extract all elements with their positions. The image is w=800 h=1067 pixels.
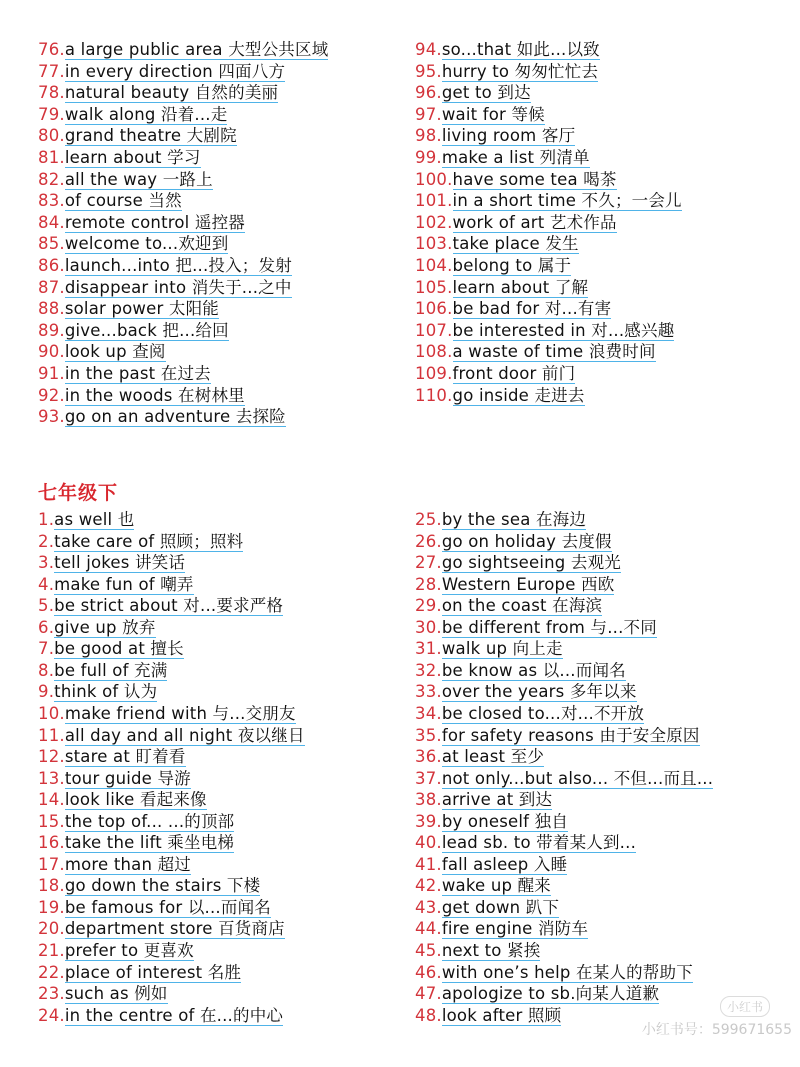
phrase-number: 23. <box>38 984 65 1004</box>
phrase-number: 79. <box>38 104 65 124</box>
phrase-text: in the woods 在树林里 <box>64 385 245 405</box>
phrase-text: go down the stairs 下楼 <box>64 876 261 896</box>
phrase-item <box>38 532 243 552</box>
phrase-item <box>415 553 621 573</box>
phrase-text: learn about 学习 <box>64 148 201 167</box>
section-title: 七年级下 <box>38 482 119 504</box>
phrase-item <box>38 596 283 616</box>
phrase-item <box>415 321 674 341</box>
phrase-item <box>415 191 682 211</box>
phrase-number: 90. <box>38 342 65 362</box>
phrase-number: 95. <box>415 61 442 81</box>
phrase-item <box>38 769 191 789</box>
phrase-item <box>415 1006 561 1026</box>
phrase-text: launch...into 把...投入；发射 <box>64 256 292 275</box>
phrase-item <box>415 790 552 810</box>
phrase-number: 93. <box>38 407 65 427</box>
phrase-text: be famous for 以...而闻名 <box>64 897 271 917</box>
phrase-number: 13. <box>38 768 65 788</box>
phrase-text: as well 也 <box>54 510 135 529</box>
phrase-text: be closed to...对...不开放 <box>441 703 645 723</box>
phrase-item <box>415 532 612 552</box>
phrase-text: by oneself 独自 <box>441 811 569 831</box>
phrase-number: 100. <box>415 169 453 189</box>
phrase-item <box>415 704 644 724</box>
phrase-number: 30. <box>415 617 442 637</box>
phrase-text: at least 至少 <box>441 747 545 767</box>
phrase-number: 34. <box>415 703 442 723</box>
phrase-text: walk along 沿着...走 <box>64 104 228 124</box>
phrase-number: 4. <box>38 574 55 594</box>
phrase-number: 101. <box>415 191 453 211</box>
phrase-text: work of art 艺术作品 <box>452 212 617 232</box>
phrase-number: 2. <box>38 531 55 551</box>
phrase-number: 84. <box>38 212 65 232</box>
phrase-text: place of interest 名胜 <box>64 962 242 982</box>
phrase-number: 89. <box>38 320 65 340</box>
phrase-text: more than 超过 <box>64 854 191 874</box>
phrase-text: be different from 与...不同 <box>441 617 657 637</box>
phrase-text: look like 看起来像 <box>64 790 207 810</box>
phrase-number: 32. <box>415 660 442 680</box>
phrase-number: 109. <box>415 364 453 383</box>
phrase-item <box>415 941 540 961</box>
phrase-item <box>38 898 271 918</box>
phrase-number: 28. <box>415 574 442 594</box>
phrase-item <box>38 682 157 702</box>
phrase-number: 27. <box>415 553 442 573</box>
phrase-item <box>38 747 186 767</box>
phrase-text: in a short time 不久；一会儿 <box>452 191 682 211</box>
phrase-text: grand theatre 大剧院 <box>64 126 237 146</box>
phrase-text: in the centre of 在...的中心 <box>64 1005 284 1025</box>
phrase-number: 80. <box>38 126 65 146</box>
phrase-item <box>38 855 191 875</box>
phrase-item <box>415 876 551 896</box>
phrase-number: 98. <box>415 126 442 146</box>
phrase-text: give...back 把...给回 <box>64 320 229 340</box>
phrase-text: in every direction 四面八方 <box>64 61 286 81</box>
phrase-text: natural beauty 自然的美丽 <box>64 83 279 103</box>
phrase-item <box>38 342 166 362</box>
phrase-number: 5. <box>38 596 55 616</box>
phrase-text: make a list 列清单 <box>441 148 590 167</box>
phrase-item <box>415 148 590 168</box>
phrase-item <box>38 510 134 530</box>
phrase-number: 106. <box>415 299 453 319</box>
phrase-number: 47. <box>415 984 442 1004</box>
phrase-item <box>415 256 571 276</box>
phrase-text: all the way 一路上 <box>64 169 213 189</box>
phrase-number: 26. <box>415 531 442 551</box>
phrase-item <box>38 105 227 125</box>
phrase-text: get to 到达 <box>441 83 531 103</box>
phrase-item <box>38 256 292 276</box>
phrase-text: such as 例如 <box>64 984 168 1004</box>
phrase-number: 107. <box>415 320 453 340</box>
phrase-text: front door 前门 <box>452 364 576 383</box>
phrase-item <box>415 812 568 832</box>
phrase-item <box>38 126 237 146</box>
phrase-text: give up 放弃 <box>54 617 156 637</box>
phrase-item <box>415 682 637 702</box>
phrase-number: 87. <box>38 277 65 297</box>
phrase-number: 15. <box>38 811 65 831</box>
phrase-item <box>415 510 586 530</box>
phrase-item <box>38 553 185 573</box>
watermark-id: 小红书号：599671655 <box>641 1022 792 1038</box>
phrase-item <box>38 62 285 82</box>
phrase-number: 8. <box>38 660 55 680</box>
phrase-text: take care of 照顾；照料 <box>54 531 244 551</box>
phrase-text: disappear into 消失于...之中 <box>64 277 292 297</box>
phrase-item <box>38 278 292 298</box>
phrase-text: fall asleep 入睡 <box>441 854 568 874</box>
phrase-item <box>38 984 168 1004</box>
phrase-text: be strict about 对...要求严格 <box>54 596 284 616</box>
phrase-item <box>415 386 585 406</box>
phrase-item <box>415 40 600 60</box>
phrase-text: not only...but also... 不但...而且... <box>441 768 714 788</box>
phrase-text: go sightseeing 去观光 <box>441 553 621 573</box>
phrase-item <box>415 769 713 789</box>
phrase-text: so...that 如此...以致 <box>441 40 600 59</box>
phrase-number: 25. <box>415 510 442 529</box>
phrase-item <box>38 299 219 319</box>
phrase-number: 39. <box>415 811 442 831</box>
phrase-item <box>415 213 617 233</box>
phrase-item <box>38 726 305 746</box>
phrase-number: 17. <box>38 854 65 874</box>
phrase-text: be know as 以...而闻名 <box>441 660 626 680</box>
phrase-number: 94. <box>415 40 442 59</box>
phrase-item <box>415 661 626 681</box>
phrase-number: 16. <box>38 833 65 853</box>
phrase-text: the top of... ...的顶部 <box>64 811 235 831</box>
phrase-item <box>38 941 194 961</box>
phrase-number: 82. <box>38 169 65 189</box>
phrase-item <box>415 747 544 767</box>
phrase-item <box>415 364 575 384</box>
phrase-item <box>415 855 567 875</box>
phrase-item <box>38 321 229 341</box>
phrase-number: 108. <box>415 342 453 362</box>
phrase-text: tour guide 导游 <box>64 768 191 788</box>
phrase-text: by the sea 在海边 <box>441 510 587 529</box>
phrase-item <box>38 364 211 384</box>
phrase-number: 7. <box>38 639 55 659</box>
phrase-number: 76. <box>38 40 65 59</box>
phrase-number: 96. <box>415 83 442 103</box>
phrase-item <box>415 62 598 82</box>
phrase-item <box>38 790 207 810</box>
phrase-item <box>415 170 617 190</box>
phrase-text: fire engine 消防车 <box>441 919 589 939</box>
phrase-number: 88. <box>38 299 65 319</box>
phrase-text: get down 趴下 <box>441 897 560 917</box>
phrase-item <box>415 726 700 746</box>
phrase-text: on the coast 在海滨 <box>441 596 603 616</box>
phrase-text: a large public area 大型公共区域 <box>64 40 329 59</box>
phrase-item <box>415 342 656 362</box>
phrase-number: 22. <box>38 962 65 982</box>
phrase-number: 99. <box>415 148 442 167</box>
part1-right-column <box>415 40 795 420</box>
phrase-item <box>415 299 611 319</box>
phrase-item <box>38 639 184 659</box>
phrase-text: wake up 醒来 <box>441 876 551 896</box>
phrase-text: welcome to...欢迎到 <box>64 234 229 254</box>
phrase-number: 77. <box>38 61 65 81</box>
phrase-number: 12. <box>38 747 65 767</box>
phrase-item <box>415 833 636 853</box>
phrase-item <box>38 704 296 724</box>
phrase-number: 103. <box>415 234 453 254</box>
phrase-number: 11. <box>38 725 65 745</box>
phrase-text: apologize to sb.向某人道歉 <box>441 984 660 1004</box>
phrase-item <box>415 83 531 103</box>
phrase-item <box>415 105 545 125</box>
phrase-item <box>38 40 328 60</box>
phrase-item <box>415 919 588 939</box>
phrase-number: 14. <box>38 790 65 810</box>
phrase-number: 85. <box>38 234 65 254</box>
phrase-number: 91. <box>38 364 65 383</box>
phrase-text: wait for 等候 <box>441 104 545 124</box>
phrase-item <box>415 963 693 983</box>
phrase-item <box>38 1006 283 1026</box>
phrase-text: a waste of time 浪费时间 <box>452 342 656 362</box>
phrase-item <box>415 639 563 659</box>
phrase-text: Western Europe 西欧 <box>441 574 615 594</box>
phrase-item <box>38 148 201 168</box>
phrase-number: 110. <box>415 385 453 405</box>
phrase-text: next to 紧挨 <box>441 941 541 960</box>
phrase-text: make friend with 与...交朋友 <box>64 703 296 723</box>
part1-left-column <box>38 40 408 440</box>
phrase-text: living room 客厅 <box>441 126 576 146</box>
phrase-number: 1. <box>38 510 55 529</box>
phrase-text: with one’s help 在某人的帮助下 <box>441 962 693 982</box>
watermark-logo: 小红书 <box>720 996 770 1017</box>
phrase-text: prefer to 更喜欢 <box>64 941 194 960</box>
phrase-number: 40. <box>415 833 442 853</box>
phrase-text: be full of 充满 <box>54 660 168 680</box>
phrase-number: 46. <box>415 962 442 982</box>
phrase-number: 104. <box>415 256 453 275</box>
phrase-item <box>415 278 588 298</box>
phrase-text: look up 查阅 <box>64 342 166 362</box>
phrase-item <box>38 170 213 190</box>
phrase-item <box>38 234 228 254</box>
phrase-text: go on holiday 去度假 <box>441 531 612 551</box>
phrase-text: tell jokes 讲笑话 <box>54 553 186 573</box>
phrase-text: be good at 擅长 <box>54 639 184 659</box>
phrase-item <box>38 812 234 832</box>
phrase-text: make fun of 嘲弄 <box>54 574 194 594</box>
phrase-number: 78. <box>38 83 65 103</box>
phrase-number: 92. <box>38 385 65 405</box>
phrase-number: 36. <box>415 747 442 767</box>
phrase-text: have some tea 喝茶 <box>452 169 617 189</box>
phrase-number: 48. <box>415 1005 442 1025</box>
phrase-text: all day and all night 夜以继日 <box>64 725 305 745</box>
phrase-item <box>38 407 286 427</box>
phrase-number: 18. <box>38 876 65 896</box>
phrase-text: stare at 盯着看 <box>64 747 186 767</box>
phrase-number: 102. <box>415 212 453 232</box>
phrase-text: think of 认为 <box>54 682 158 702</box>
phrase-text: walk up 向上走 <box>441 639 563 659</box>
phrase-number: 83. <box>38 191 65 211</box>
phrase-text: solar power 太阳能 <box>64 299 220 319</box>
phrase-number: 24. <box>38 1005 65 1025</box>
phrase-text: take place 发生 <box>452 234 579 254</box>
phrase-item <box>38 618 156 638</box>
phrase-text: look after 照顾 <box>441 1005 562 1025</box>
phrase-text: hurry to 匆匆忙忙去 <box>441 61 599 81</box>
phrase-item <box>38 876 260 896</box>
phrase-item <box>415 618 657 638</box>
phrase-item <box>415 126 575 146</box>
phrase-number: 29. <box>415 596 442 616</box>
phrase-number: 43. <box>415 897 442 917</box>
phrase-text: arrive at 到达 <box>441 790 553 810</box>
phrase-item <box>415 234 579 254</box>
phrase-item <box>38 919 285 939</box>
phrase-text: be bad for 对...有害 <box>452 299 612 319</box>
phrase-number: 97. <box>415 104 442 124</box>
phrase-number: 86. <box>38 256 65 275</box>
phrase-number: 9. <box>38 682 55 702</box>
phrase-item <box>38 191 182 211</box>
phrase-number: 6. <box>38 617 55 637</box>
phrase-item <box>38 83 278 103</box>
phrase-item <box>415 575 614 595</box>
phrase-text: of course 当然 <box>64 191 182 211</box>
part2-right-column <box>415 510 795 1030</box>
phrase-number: 105. <box>415 277 453 297</box>
phrase-text: lead sb. to 带着某人到... <box>441 833 637 853</box>
phrase-number: 33. <box>415 682 442 702</box>
phrase-item <box>38 386 245 406</box>
phrase-number: 19. <box>38 897 65 917</box>
phrase-number: 31. <box>415 639 442 659</box>
phrase-number: 3. <box>38 553 55 573</box>
phrase-number: 35. <box>415 725 442 745</box>
phrase-number: 44. <box>415 919 442 939</box>
phrase-text: go inside 走进去 <box>452 385 585 405</box>
phrase-text: learn about 了解 <box>452 277 589 297</box>
phrase-number: 45. <box>415 941 442 960</box>
phrase-item <box>38 213 245 233</box>
phrase-text: go on an adventure 去探险 <box>64 407 286 427</box>
phrase-number: 20. <box>38 919 65 939</box>
part2-left-column <box>38 510 408 1030</box>
phrase-number: 21. <box>38 941 65 960</box>
phrase-item <box>38 963 241 983</box>
phrase-item <box>38 661 167 681</box>
phrase-item <box>415 596 602 616</box>
phrase-item <box>415 898 559 918</box>
phrase-item <box>415 984 659 1004</box>
phrase-text: for safety reasons 由于安全原因 <box>441 725 700 745</box>
phrase-number: 10. <box>38 703 65 723</box>
phrase-text: be interested in 对...感兴趣 <box>452 320 675 340</box>
phrase-number: 42. <box>415 876 442 896</box>
phrase-number: 41. <box>415 854 442 874</box>
phrase-number: 37. <box>415 768 442 788</box>
phrase-number: 81. <box>38 148 65 167</box>
phrase-text: department store 百货商店 <box>64 919 285 939</box>
phrase-text: take the lift 乘坐电梯 <box>64 833 235 853</box>
phrase-text: in the past 在过去 <box>64 364 211 383</box>
phrase-text: over the years 多年以来 <box>441 682 637 702</box>
phrase-number: 38. <box>415 790 442 810</box>
phrase-item <box>38 575 194 595</box>
phrase-text: belong to 属于 <box>452 256 572 275</box>
phrase-text: remote control 遥控器 <box>64 212 245 232</box>
phrase-item <box>38 833 234 853</box>
